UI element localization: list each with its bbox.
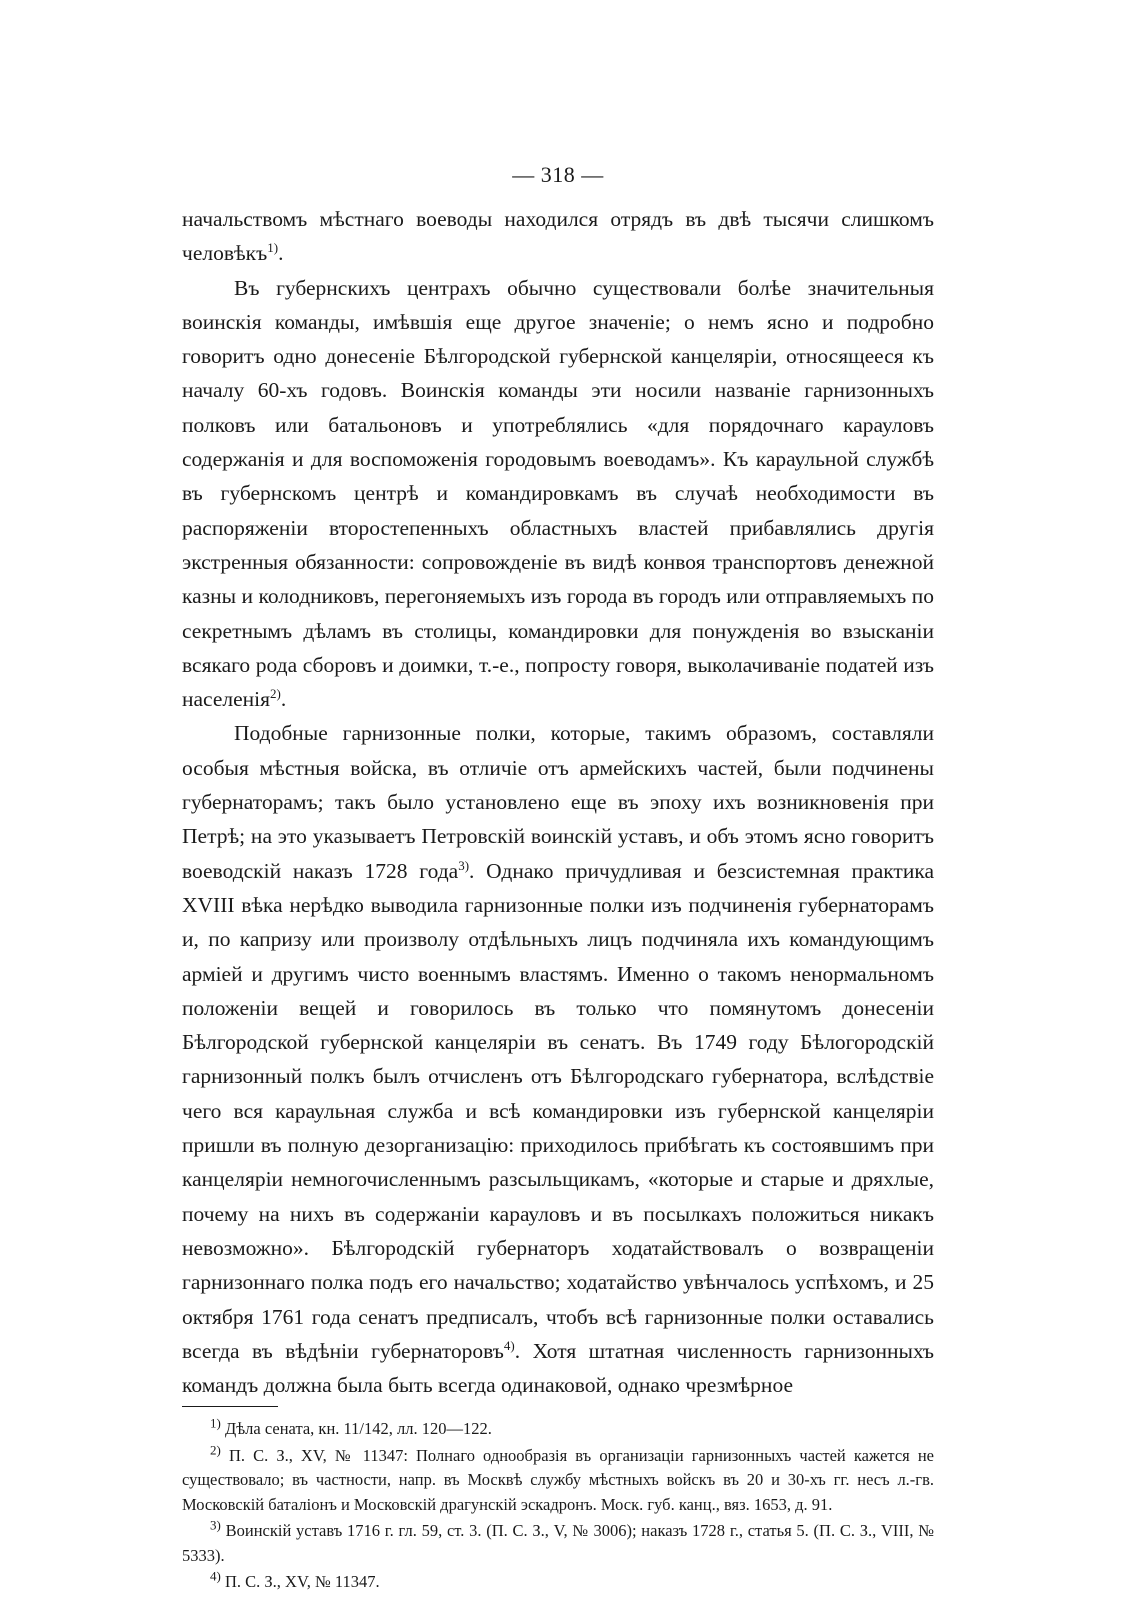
paragraph-text: . xyxy=(278,241,284,266)
footnote-text: П. С. З., XV, № 11347: Полнаго однообразія въ организаціи гарнизонныхъ частей кажется не существовало; въ частности, напр. въ Москвѣ службу мѣстныхъ войскъ въ 20 и 30-хъ гг. несъ л.-гв. Московскій баталіонъ и Московскій драгунскій эскадронъ. Моск. губ. канц., вяз. 1653, д. 91. xyxy=(182,1445,935,1514)
page-number: — 318 — xyxy=(512,162,604,187)
paragraph-3 xyxy=(182,716,934,1402)
footnote-2 xyxy=(182,1444,934,1518)
footnote-mark: 3) xyxy=(210,1517,221,1533)
footnote-text: Воинскій уставъ 1716 г. гл. 59, ст. 3. (П. С. З., V, № 3006); наказъ 1728 г., статья 5. (П. С. З., VIII, № 5333). xyxy=(182,1521,935,1565)
footnote-ref-3: 3) xyxy=(458,857,470,873)
footnote-ref-1: 1) xyxy=(267,240,279,256)
footnote-text: П. С. З., XV, № 11347. xyxy=(224,1572,380,1592)
footnote-ref-2: 2) xyxy=(270,686,281,701)
footnote-text: Дѣла сената, кн. 11/142, лл. 120—122. xyxy=(224,1419,492,1439)
paragraph-2 xyxy=(182,271,934,717)
footnote-mark: 4) xyxy=(210,1568,221,1584)
footnote-ref-4: 4) xyxy=(503,1337,515,1353)
paragraph-text: Подобные гарнизонные полки, которые, такимъ образомъ, составляли особыя мѣстныя войска, въ отличіе отъ армейскихъ частей, были подчинены губернаторамъ; такъ было установлено еще въ эпоху ихъ возникновенія при Петрѣ; на это указываетъ Петровскій воинскій уставъ, и объ этомъ ясно говоритъ воеводскій наказъ 1728 года xyxy=(182,721,934,883)
footnote-mark: 1) xyxy=(210,1415,221,1431)
paragraph-text: . Однако причудливая и безсистемная практика XVIII вѣка нерѣдко выводила гарнизонные полки изъ подчиненія губернаторамъ и, по капризу или произволу отдѣльныхъ лицъ подчиняла ихъ командующимъ арміей и другимъ чисто военнымъ властямъ. Именно о такомъ ненормальномъ положеніи вещей и говорилось въ только что помянутомъ донесеніи Бѣлгородской губернской канцеляріи въ сенатъ. Въ 1749 году Бѣлогородскій гарнизонный полкъ былъ отчисленъ отъ Бѣлгородскаго губернатора, вслѣдствіе чего вся караульная служба и всѣ командировки изъ губернской канцеляріи пришли въ полную дезорганизацію: приходилось прибѣгать къ состоявшимъ при канцеляріи немногочисленнымъ разсыльщикамъ, «которые и старые и дряхлые, почему на нихъ въ содержаніи карауловъ и въ посылкахъ положиться никакъ невозможно». Бѣлгородскій губернаторъ ходатайствовалъ о возвращеніи гарнизоннаго полка подъ его начальство; ходатайство увѣнчалось успѣхомъ, и 25 октября 1761 года сенатъ предписалъ, чтобъ всѣ гарнизонные полки оставались всегда въ вѣдѣніи губернаторовъ xyxy=(182,858,934,1363)
footnote-1 xyxy=(182,1417,934,1442)
paragraph-text: Въ губернскихъ центрахъ обычно существовали болѣе значительныя воинскія команды, имѣвшія еще другое значеніе; о немъ ясно и подробно говоритъ одно донесеніе Бѣлгородской губернской канцеляріи, относящееся къ началу 60-хъ годовъ. Воинскія команды эти носили названіе гарнизонныхъ полковъ или батальоновъ и употреблялись «для порядочнаго карауловъ содержанія и для воспоможенія городовымъ воеводамъ». Къ караульной службѣ въ губернскомъ центрѣ и командировкамъ въ случаѣ необходимости въ распоряженіи второстепенныхъ областныхъ властей прибавлялись другія экстренныя обязанности: сопровожденіе въ видѣ конвоя транспортовъ денежной казны и колодниковъ, перегоняемыхъ изъ города въ городъ или отправляемыхъ по секретнымъ дѣламъ въ столицы, командировки для понужденія во взысканіи всякаго рода сборовъ и доимки, т.-е., попросту говоря, выколачиваніе податей изъ населенія xyxy=(182,275,934,712)
footnote-3 xyxy=(182,1519,934,1568)
paragraph-1 xyxy=(182,202,934,271)
footnote-mark: 2) xyxy=(210,1442,221,1458)
main-text xyxy=(182,202,934,1402)
paragraph-text: начальствомъ мѣстнаго воеводы находился отрядъ въ двѣ тысячи слишкомъ человѣкъ xyxy=(182,207,934,266)
document-page xyxy=(182,160,934,1595)
footnote-4 xyxy=(182,1570,934,1595)
paragraph-text: . Хотя штатная численность гарнизонныхъ командъ должна была быть всегда одинаковой, однако чрезмѣрное xyxy=(182,1338,935,1398)
footnotes xyxy=(182,1417,934,1595)
footnote-divider xyxy=(182,1406,278,1407)
paragraph-text: . xyxy=(280,687,287,712)
